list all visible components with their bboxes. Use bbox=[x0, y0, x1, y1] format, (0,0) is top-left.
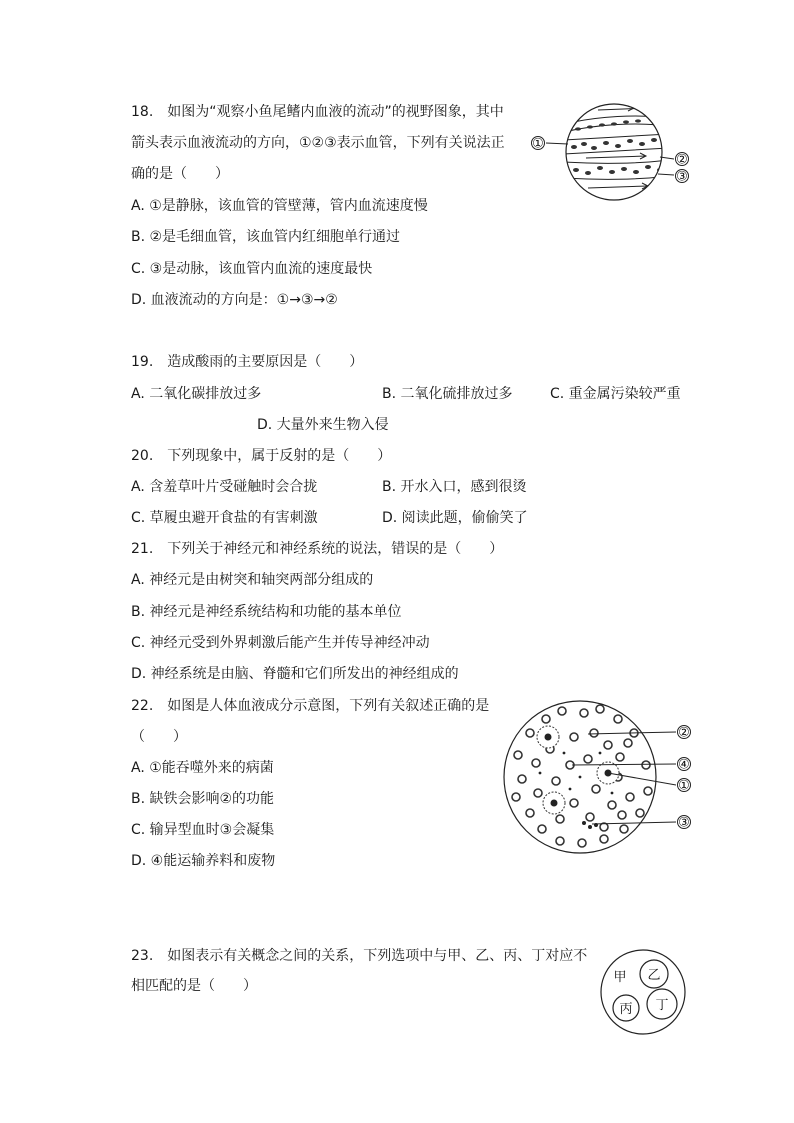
q18-label-3: ③ bbox=[676, 169, 688, 185]
q22-blood-components-figure bbox=[500, 693, 696, 861]
q18-option-b: B. ②是毛细血管，该血管内红细胞单行通过 bbox=[131, 229, 401, 245]
q19-option-c: C. 重金属污染较严重 bbox=[550, 386, 681, 402]
q18-stem-line-2: 箭头表示血液流动的方向，①②③表示血管，下列有关说法正 bbox=[131, 135, 505, 151]
q23-label-ding: 丁 bbox=[655, 998, 669, 1013]
q23-stem-line-2: 相匹配的是（ ） bbox=[131, 978, 257, 994]
q21-option-b: B. 神经元是神经系统结构和功能的基本单位 bbox=[131, 604, 402, 620]
q22-label-4: ④ bbox=[678, 757, 690, 773]
q23-stem-line-1: 23. 如图表示有关概念之间的关系，下列选项中与甲、乙、丙、丁对应不 bbox=[131, 948, 588, 964]
q19-option-b: B. 二氧化硫排放过多 bbox=[382, 386, 513, 402]
q23-label-bing: 丙 bbox=[619, 1002, 633, 1017]
q18-stem-line-1: 18. 如图为“观察小鱼尾鳍内血液的流动”的视野图象，其中 bbox=[131, 104, 504, 120]
q23-label-jia: 甲 bbox=[613, 970, 627, 985]
q18-option-a: A. ①是静脉，该血管的管壁薄，管内血流速度慢 bbox=[131, 198, 428, 214]
q18-label-2: ② bbox=[676, 152, 688, 168]
q18-stem-line-3: 确的是（ ） bbox=[131, 166, 229, 182]
q20-stem: 20. 下列现象中，属于反射的是（ ） bbox=[131, 448, 392, 464]
q18-option-d: D. 血液流动的方向是：①→③→② bbox=[131, 292, 338, 308]
q19-option-a: A. 二氧化碳排放过多 bbox=[131, 386, 262, 402]
q20-option-b: B. 开水入口，感到很烫 bbox=[382, 479, 527, 495]
q19-option-d: D. 大量外来生物入侵 bbox=[257, 417, 389, 433]
q18-label-1: ① bbox=[532, 136, 544, 152]
q22-option-c: C. 输异型血时③会凝集 bbox=[131, 822, 275, 838]
q22-label-2: ② bbox=[678, 725, 690, 741]
q23-concept-diagram bbox=[594, 948, 692, 1036]
q21-stem: 21. 下列关于神经元和神经系统的说法，错误的是（ ） bbox=[131, 541, 504, 557]
q23-label-yi: 乙 bbox=[647, 968, 661, 983]
q21-option-a: A. 神经元是由树突和轴突两部分组成的 bbox=[131, 572, 374, 588]
q21-option-c: C. 神经元受到外界刺激后能产生并传导神经冲动 bbox=[131, 635, 430, 651]
q22-option-a: A. ①能吞噬外来的病菌 bbox=[131, 760, 274, 776]
q22-option-d: D. ④能运输养料和废物 bbox=[131, 853, 276, 869]
q22-option-b: B. 缺铁会影响②的功能 bbox=[131, 791, 275, 807]
q20-option-a: A. 含羞草叶片受碰触时会合拢 bbox=[131, 479, 318, 495]
q18-option-c: C. ③是动脉，该血管内血流的速度最快 bbox=[131, 261, 373, 277]
q22-stem-line-1: 22. 如图是人体血液成分示意图，下列有关叙述正确的是 bbox=[131, 698, 490, 714]
q22-stem-line-2: （ ） bbox=[131, 729, 187, 745]
q22-label-3: ③ bbox=[678, 815, 690, 831]
q21-option-d: D. 神经系统是由脑、脊髓和它们所发出的神经组成的 bbox=[131, 666, 459, 682]
q20-option-d: D. 阅读此题，偷偷笑了 bbox=[382, 510, 528, 526]
q19-stem: 19. 造成酸雨的主要原因是（ ） bbox=[131, 354, 364, 370]
q22-label-1: ① bbox=[678, 778, 690, 794]
q18-blood-vessel-figure bbox=[528, 100, 696, 205]
q20-option-c: C. 草履虫避开食盐的有害刺激 bbox=[131, 510, 318, 526]
